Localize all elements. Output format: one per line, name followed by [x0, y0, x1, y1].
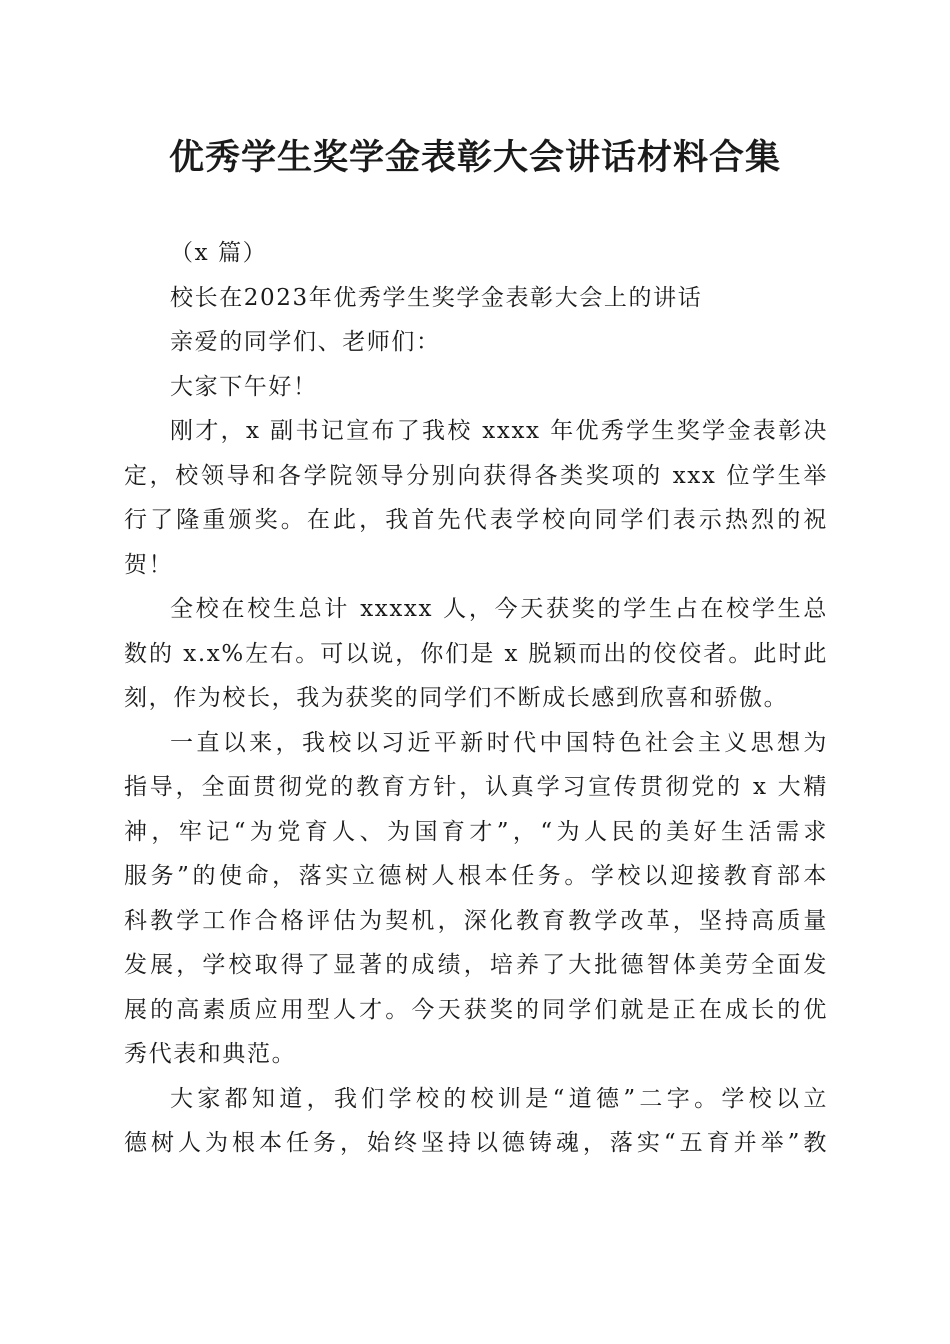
paragraph-line: 展的高素质应用型人才。今天获奖的同学们就是正在成长的优: [124, 996, 828, 1023]
paragraph-line: 定，校领导和各学院领导分别向获得各类奖项的 xxx 位学生举: [124, 462, 828, 489]
paragraph-line: 科教学工作合格评估为契机，深化教育教学改革，坚持高质量: [124, 907, 828, 934]
speech-subtitle: 校长在2023年优秀学生奖学金表彰大会上的讲话: [170, 284, 703, 311]
paragraph-line: 服务”的使命，落实立德树人根本任务。学校以迎接教育部本: [124, 863, 828, 889]
greeting-line: 大家下午好！: [170, 373, 318, 400]
paragraph-line: 数的 x.x%左右。可以说，你们是 x 脱颖而出的佼佼者。此时此: [124, 640, 828, 667]
paragraph-line: 一直以来，我校以习近平新时代中国特色社会主义思想为: [170, 729, 828, 756]
paragraph-line: 行了隆重颁奖。在此，我首先代表学校向同学们表示热烈的祝: [124, 507, 828, 533]
paragraph-line: 刚才，x 副书记宣布了我校 xxxx 年优秀学生奖学金表彰决: [170, 418, 828, 444]
document-body: [124, 231, 828, 1166]
article-count-line: （x 篇）: [170, 240, 268, 266]
paragraph-line: 指导，全面贯彻党的教育方针，认真学习宣传贯彻党的 x 大精: [124, 774, 828, 800]
paragraph-line: 发展，学校取得了显著的成绩，培养了大批德智体美劳全面发: [124, 952, 828, 978]
paragraph-line: 刻，作为校长，我为获奖的同学们不断成长感到欣喜和骄傲。: [124, 685, 789, 711]
paragraph-line: 全校在校生总计 xxxxx 人，今天获奖的学生占在校学生总: [170, 596, 828, 622]
salutation-line: 亲爱的同学们、老师们：: [170, 329, 441, 355]
paragraph-line: 秀代表和典范。: [124, 1041, 297, 1067]
paragraph-line: 大家都知道，我们学校的校训是“道德”二字。学校以立: [170, 1085, 828, 1112]
document-title: 优秀学生奖学金表彰大会讲话材料合集: [168, 137, 781, 178]
paragraph-line: 神，牢记“为党育人、为国育才”，“为人民的美好生活需求: [124, 818, 828, 845]
paragraph-line: 贺！: [124, 551, 174, 578]
paragraph-line: 德树人为根本任务，始终坚持以德铸魂，落实“五育并举”教: [124, 1130, 828, 1156]
